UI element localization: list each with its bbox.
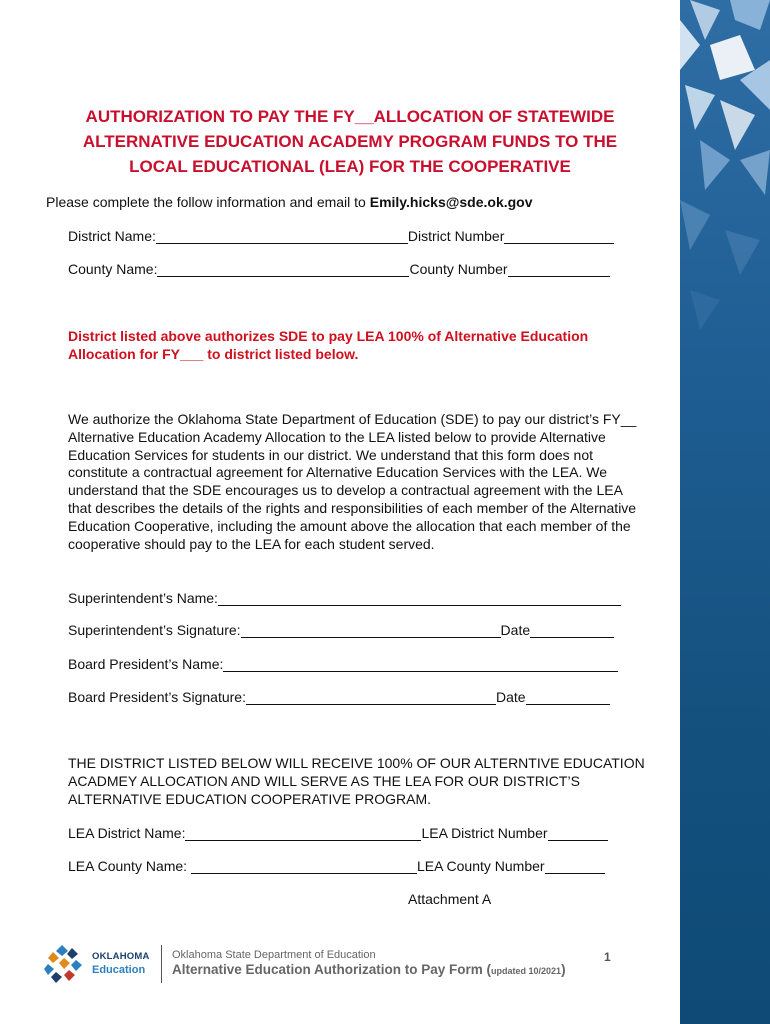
lea-district-number-label: LEA District Number [421, 825, 548, 841]
form-updated-date: updated 10/2021 [491, 966, 562, 976]
attachment-label: Attachment A [408, 891, 492, 907]
authorization-paragraph: We authorize the Oklahoma State Department of Education (SDE) to pay our district’s FY__ Alternative Education Academy Allocation to the LEA listed below to provide Alternative Education Services for students in our district. We understand that this form does not constitute a contractual agreement for Alternative Education Services with the LEA. We understand that the SDE encourages us to develop a contractual agreement with the LEA that describes the details of the rights and responsibilities of each member of the Alternative Education Cooperative, including the amount above the allocation that each member of the cooperative should pay to the LEA for each student served. [68, 411, 637, 552]
document-title [40, 104, 660, 179]
county-number-line[interactable] [508, 263, 610, 277]
intro-sentence: Please complete the follow information and email to [46, 194, 370, 210]
lea-county-name-line[interactable] [191, 860, 417, 874]
notice-line-2: Allocation for FY___ to district listed below. [68, 346, 359, 362]
title-line-3: LOCAL EDUCATIONAL (LEA) FOR THE COOPERATIVE [129, 157, 571, 176]
board-president-name-label: Board President’s Name: [68, 656, 224, 672]
board-president-signature-row [68, 689, 610, 705]
lea-county-number-label: LEA County Number [416, 858, 545, 874]
district-name-label: District Name: [68, 228, 156, 244]
county-name-line[interactable] [157, 263, 409, 277]
lea-district-row [68, 825, 608, 841]
district-number-label: District Number [407, 228, 505, 244]
lea-county-row [68, 858, 605, 874]
authorization-notice [68, 327, 648, 363]
superintendent-signature-label: Superintendent’s Signature: [68, 622, 241, 638]
board-president-date-line[interactable] [526, 691, 610, 705]
lea-statement: THE DISTRICT LISTED BELOW WILL RECEIVE 100% OF OUR ALTERNTIVE EDUCATION ACADMEY ALLOCATION AND WILL SERVE AS THE LEA FOR OUR DISTRICT’S ALTERNATIVE EDUCATION COOPERATIVE PROGRAM. [68, 755, 645, 807]
district-row [68, 228, 614, 244]
superintendent-date-line[interactable] [530, 624, 614, 638]
county-name-label: County Name: [68, 261, 158, 277]
lea-district-number-line[interactable] [548, 827, 608, 841]
superintendent-name-row [68, 590, 621, 606]
superintendent-name-label: Superintendent’s Name: [68, 590, 218, 606]
form-title-close: ) [561, 962, 566, 977]
logo-text-oklahoma: OKLAHOMA [92, 951, 150, 962]
contact-email: Emily.hicks@sde.ok.gov [369, 194, 533, 210]
board-president-name-line[interactable] [223, 658, 618, 672]
footer-divider [161, 945, 162, 983]
board-president-name-row [68, 656, 618, 672]
form-title-text: Alternative Education Authorization to Pay Form ( [172, 962, 492, 977]
footer-organization: Oklahoma State Department of Education [172, 949, 376, 961]
lea-county-number-line[interactable] [545, 860, 605, 874]
lea-district-name-label: LEA District Name: [68, 825, 186, 841]
county-number-label: County Number [409, 261, 508, 277]
board-president-signature-line[interactable] [246, 691, 496, 705]
side-banner [680, 0, 770, 1024]
notice-line-1: District listed above authorizes SDE to pay LEA 100% of Alternative Education [68, 328, 589, 344]
title-line-2: ALTERNATIVE EDUCATION ACADEMY PROGRAM FUNDS TO THE [82, 132, 618, 151]
board-president-signature-label: Board President’s Signature: [68, 689, 246, 705]
lea-district-name-line[interactable] [185, 827, 421, 841]
district-number-line[interactable] [504, 230, 614, 244]
lea-county-name-label: LEA County Name: [68, 858, 191, 874]
superintendent-signature-line[interactable] [241, 624, 501, 638]
page-number: 1 [604, 950, 611, 964]
title-line-1: AUTHORIZATION TO PAY THE FY__ALLOCATION OF STATEWIDE [85, 107, 615, 126]
footer-form-title [172, 962, 566, 977]
district-name-line[interactable] [156, 230, 408, 244]
intro-text [46, 194, 533, 210]
board-president-date-label: Date [495, 689, 526, 705]
superintendent-name-line[interactable] [218, 592, 621, 606]
star-pattern-icon [680, 0, 770, 1024]
superintendent-signature-row [68, 622, 614, 638]
logo-text-education: Education [92, 964, 146, 976]
superintendent-date-label: Date [500, 622, 531, 638]
county-row [68, 261, 610, 277]
